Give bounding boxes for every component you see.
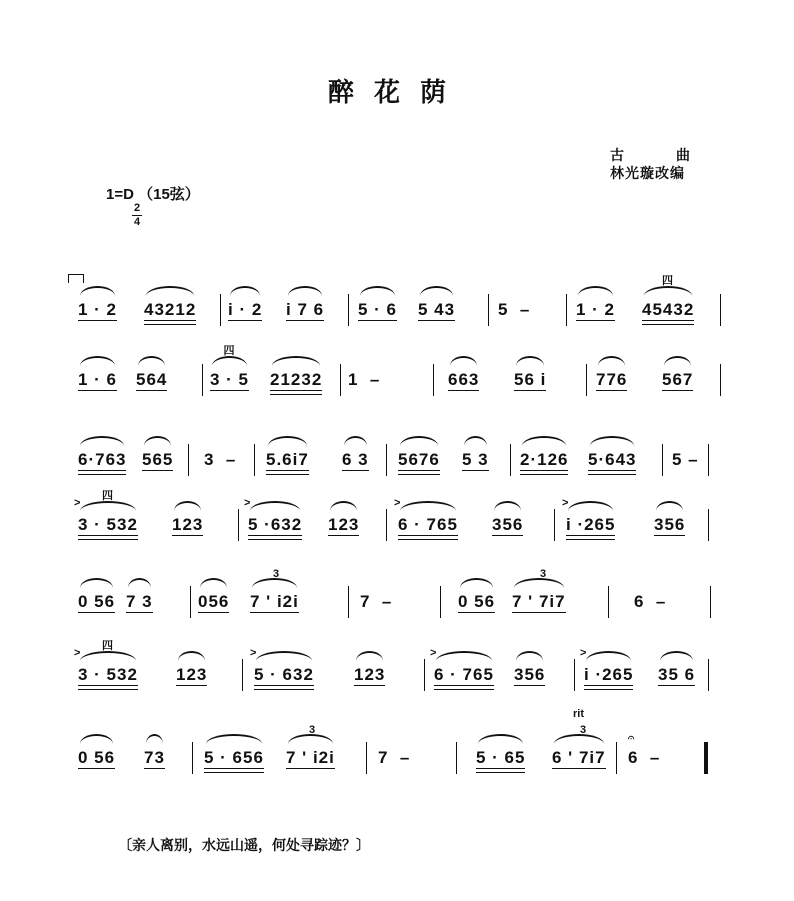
- note-group: 7 3: [126, 592, 153, 611]
- note-group: 5 · 6: [358, 300, 398, 319]
- accent-icon: >: [74, 497, 81, 509]
- note-group: 356: [514, 665, 546, 684]
- accent-icon: >: [580, 647, 587, 659]
- accent-icon: >: [74, 647, 81, 659]
- note-group: 6·763: [78, 450, 126, 470]
- barline: [386, 444, 387, 476]
- underline: [270, 394, 322, 395]
- underline: [434, 689, 494, 690]
- underline: [642, 320, 694, 321]
- underline: [172, 535, 203, 536]
- underline: [142, 470, 173, 471]
- barline: [440, 586, 441, 618]
- note-group: 0 56: [78, 748, 116, 767]
- slur-icon: [256, 651, 312, 661]
- note-group: 1 · 6: [78, 370, 118, 389]
- barline: [202, 364, 203, 396]
- barline: [510, 444, 511, 476]
- barline: [254, 444, 255, 476]
- underline: [462, 470, 489, 471]
- note-group: 73: [144, 748, 165, 767]
- barline: [242, 659, 243, 691]
- underline: [342, 470, 369, 471]
- arranger-credit: 林光璇改编: [610, 166, 685, 182]
- slur-icon: [330, 501, 357, 511]
- note-group: 3 –: [204, 450, 237, 469]
- underline: [270, 390, 322, 391]
- underline: [266, 470, 309, 471]
- underline: [210, 390, 249, 391]
- slur-icon: [174, 501, 201, 511]
- underline: [448, 390, 479, 391]
- note-group: 5.6i7: [266, 450, 309, 470]
- slur-icon: [516, 356, 544, 366]
- slur-icon: [478, 734, 523, 744]
- note-group: 7 –: [378, 748, 411, 767]
- note-group: i · 2: [228, 300, 263, 319]
- barline: [720, 364, 721, 396]
- barline: [238, 509, 239, 541]
- note-group: 123: [354, 665, 386, 684]
- barline: [456, 742, 457, 774]
- barline: [190, 586, 191, 618]
- underline: [176, 685, 207, 686]
- note-group: 567: [662, 370, 694, 389]
- underline: [566, 539, 615, 540]
- slur-icon: [494, 501, 521, 511]
- underline: [136, 390, 167, 391]
- note-group: 0 56: [458, 592, 496, 611]
- slur-icon: [460, 578, 493, 588]
- underline: [250, 612, 299, 613]
- slur-icon: [464, 436, 487, 446]
- finger-mark: 四: [102, 490, 113, 502]
- underline: [286, 320, 324, 321]
- slur-icon: [554, 734, 604, 744]
- underline: [512, 612, 566, 613]
- underline: [78, 768, 115, 769]
- underline: [78, 390, 117, 391]
- underline: [328, 535, 359, 536]
- slur-icon: [436, 651, 492, 661]
- slur-icon: [146, 734, 163, 744]
- note-group: 2·126: [520, 450, 568, 470]
- score-row: [78, 708, 718, 780]
- underline: [78, 470, 126, 471]
- note-group: 5 · 656: [204, 748, 264, 768]
- finger-mark: 四: [102, 640, 113, 652]
- barline: [220, 294, 221, 326]
- underline: [398, 470, 440, 471]
- barline: [188, 444, 189, 476]
- key-signature: 1=D （15弦）: [106, 186, 200, 203]
- note-group: i ·265: [584, 665, 633, 685]
- slur-icon: [400, 501, 456, 511]
- note-group: 123: [176, 665, 208, 684]
- underline: [584, 689, 633, 690]
- note-group: 5 –: [498, 300, 531, 319]
- slur-icon: [356, 651, 383, 661]
- barline: [662, 444, 663, 476]
- underline: [576, 320, 615, 321]
- slur-icon: [516, 651, 543, 661]
- barline: [424, 659, 425, 691]
- underline: [398, 535, 458, 536]
- slur-icon: [268, 436, 307, 446]
- slur-icon: [656, 501, 683, 511]
- slur-icon: [128, 578, 151, 588]
- barline: [574, 659, 575, 691]
- final-barline: [704, 742, 708, 774]
- underline: [566, 535, 615, 536]
- note-group: 5 3: [462, 450, 489, 469]
- barline: [348, 294, 349, 326]
- time-signature-top: 2: [133, 202, 141, 214]
- underline: [658, 685, 695, 686]
- triplet-mark: 3: [540, 568, 547, 580]
- underline: [476, 772, 525, 773]
- note-group: 43212: [144, 300, 196, 320]
- fermata-icon: 𝄐: [628, 732, 635, 744]
- page-title: 醉花荫: [327, 78, 466, 108]
- note-group: 5 · 65: [476, 748, 525, 768]
- underline: [78, 689, 138, 690]
- note-group: 7 –: [360, 592, 393, 611]
- slur-icon: [80, 286, 115, 296]
- accent-icon: >: [430, 647, 437, 659]
- underline: [458, 612, 495, 613]
- barline: [608, 586, 609, 618]
- score-row: [78, 272, 718, 332]
- note-group: 776: [596, 370, 628, 389]
- underline: [204, 768, 264, 769]
- underline: [520, 474, 568, 475]
- footnote-lyric: 〔亲人离别，水远山遥，何处寻踪迹？〕: [118, 838, 370, 854]
- slur-icon: [660, 651, 693, 661]
- slur-icon: [272, 356, 320, 366]
- underline: [78, 535, 138, 536]
- score-row: [78, 422, 718, 482]
- underline: [198, 612, 229, 613]
- note-group: 056: [198, 592, 230, 611]
- underline: [144, 320, 196, 321]
- triplet-mark: 3: [309, 724, 316, 736]
- finger-mark: 四: [662, 275, 673, 287]
- slur-icon: [664, 356, 691, 366]
- note-group: 1 · 2: [78, 300, 118, 319]
- note-group: 7 ' i2i: [250, 592, 299, 611]
- note-group: 1 –: [348, 370, 381, 389]
- underline: [286, 768, 335, 769]
- note-group: 565: [142, 450, 174, 469]
- slur-icon: [178, 651, 205, 661]
- score-row: [78, 564, 718, 624]
- underline: [642, 324, 694, 325]
- note-group: 0 56: [78, 592, 116, 611]
- underline: [520, 470, 568, 471]
- underline: [552, 768, 606, 769]
- slur-icon: [144, 436, 171, 446]
- note-group: 21232: [270, 370, 322, 390]
- slur-icon: [514, 578, 564, 588]
- barline: [433, 364, 434, 396]
- note-group: 1 · 2: [576, 300, 616, 319]
- underline: [476, 768, 525, 769]
- note-group: 7 ' i2i: [286, 748, 335, 767]
- barline: [366, 742, 367, 774]
- underline: [78, 539, 138, 540]
- underline: [654, 535, 685, 536]
- note-group: 3 · 5: [210, 370, 250, 389]
- note-group: 6 –: [628, 748, 661, 767]
- barline: [192, 742, 193, 774]
- slur-icon: [200, 578, 227, 588]
- slur-icon: [80, 734, 113, 744]
- note-group: 45432: [642, 300, 694, 320]
- underline: [78, 320, 117, 321]
- note-group: 663: [448, 370, 480, 389]
- slur-icon: [138, 356, 165, 366]
- slur-icon: [288, 286, 322, 296]
- underline: [126, 612, 153, 613]
- underline: [434, 685, 494, 686]
- note-group: 5 ·632: [248, 515, 302, 535]
- accent-icon: >: [394, 497, 401, 509]
- note-group: i ·265: [566, 515, 615, 535]
- barline: [708, 659, 709, 691]
- slur-icon: [360, 286, 395, 296]
- underline: [514, 390, 546, 391]
- slur-icon: [420, 286, 453, 296]
- finger-mark: 四: [223, 345, 235, 357]
- underline: [596, 390, 627, 391]
- ritardando-mark: rit: [573, 708, 584, 720]
- underline: [78, 474, 126, 475]
- note-group: 6 3: [342, 450, 369, 469]
- barline: [386, 509, 387, 541]
- underline: [266, 474, 309, 475]
- underline: [514, 685, 545, 686]
- barline: [720, 294, 721, 326]
- note-group: 3 · 532: [78, 515, 138, 535]
- triplet-mark: 3: [580, 724, 587, 736]
- note-group: 5676: [398, 450, 440, 470]
- slur-icon: [578, 286, 613, 296]
- slur-icon: [344, 436, 367, 446]
- note-group: 7 ' 7i7: [512, 592, 566, 611]
- underline: [584, 685, 633, 686]
- underline: [418, 320, 455, 321]
- underline: [358, 320, 397, 321]
- note-group: i 7 6: [286, 300, 325, 319]
- slur-icon: [590, 436, 634, 446]
- note-group: 5 –: [672, 450, 699, 469]
- underline: [78, 612, 115, 613]
- note-group: 356: [654, 515, 686, 534]
- score-row: [74, 637, 718, 697]
- barline: [616, 742, 617, 774]
- note-group: 123: [328, 515, 360, 534]
- underline: [254, 685, 314, 686]
- barline: [710, 586, 711, 618]
- barline: [340, 364, 341, 396]
- slur-icon: [450, 356, 477, 366]
- slur-icon: [586, 651, 631, 661]
- underline: [398, 474, 440, 475]
- note-group: 3 · 532: [78, 665, 138, 685]
- accent-icon: >: [250, 647, 257, 659]
- triplet-mark: 3: [273, 568, 280, 580]
- note-group: 356: [492, 515, 524, 534]
- note-group: 5 43: [418, 300, 456, 319]
- barline: [488, 294, 489, 326]
- score-row: [74, 487, 718, 547]
- barline: [554, 509, 555, 541]
- accent-icon: >: [244, 497, 251, 509]
- underline: [248, 535, 302, 536]
- barline: [708, 509, 709, 541]
- accent-icon: >: [562, 497, 569, 509]
- note-group: 5 · 632: [254, 665, 314, 685]
- slur-icon: [146, 286, 194, 296]
- underline: [248, 539, 302, 540]
- composer-credit: 古曲: [610, 148, 742, 164]
- underline: [144, 324, 196, 325]
- underline: [228, 320, 262, 321]
- barline: [708, 444, 709, 476]
- underline: [588, 470, 636, 471]
- underline: [492, 535, 523, 536]
- underline: [144, 768, 165, 769]
- note-group: 6 ' 7i7: [552, 748, 606, 767]
- underline: [78, 685, 138, 686]
- barline: [586, 364, 587, 396]
- slur-icon: [80, 578, 113, 588]
- note-group: 35 6: [658, 665, 696, 684]
- slur-icon: [250, 501, 300, 511]
- underline: [204, 772, 264, 773]
- slur-icon: [80, 436, 124, 446]
- slur-icon: [230, 286, 260, 296]
- note-group: 6 · 765: [398, 515, 458, 535]
- underline: [588, 474, 636, 475]
- note-group: 123: [172, 515, 204, 534]
- note-group: 5·643: [588, 450, 636, 470]
- note-group: 564: [136, 370, 168, 389]
- slur-icon: [598, 356, 625, 366]
- note-group: 56 i: [514, 370, 547, 389]
- slur-icon: [206, 734, 262, 744]
- slur-icon: [522, 436, 566, 446]
- underline: [254, 689, 314, 690]
- slur-icon: [400, 436, 438, 446]
- score-row: [78, 342, 718, 402]
- underline: [398, 539, 458, 540]
- underline: [354, 685, 385, 686]
- underline: [662, 390, 693, 391]
- slur-icon: [568, 501, 613, 511]
- slur-icon: [80, 356, 115, 366]
- note-group: 6 –: [634, 592, 667, 611]
- note-group: 6 · 765: [434, 665, 494, 685]
- barline: [348, 586, 349, 618]
- time-signature-bottom: 4: [133, 216, 141, 228]
- barline: [566, 294, 567, 326]
- time-signature: [132, 203, 142, 228]
